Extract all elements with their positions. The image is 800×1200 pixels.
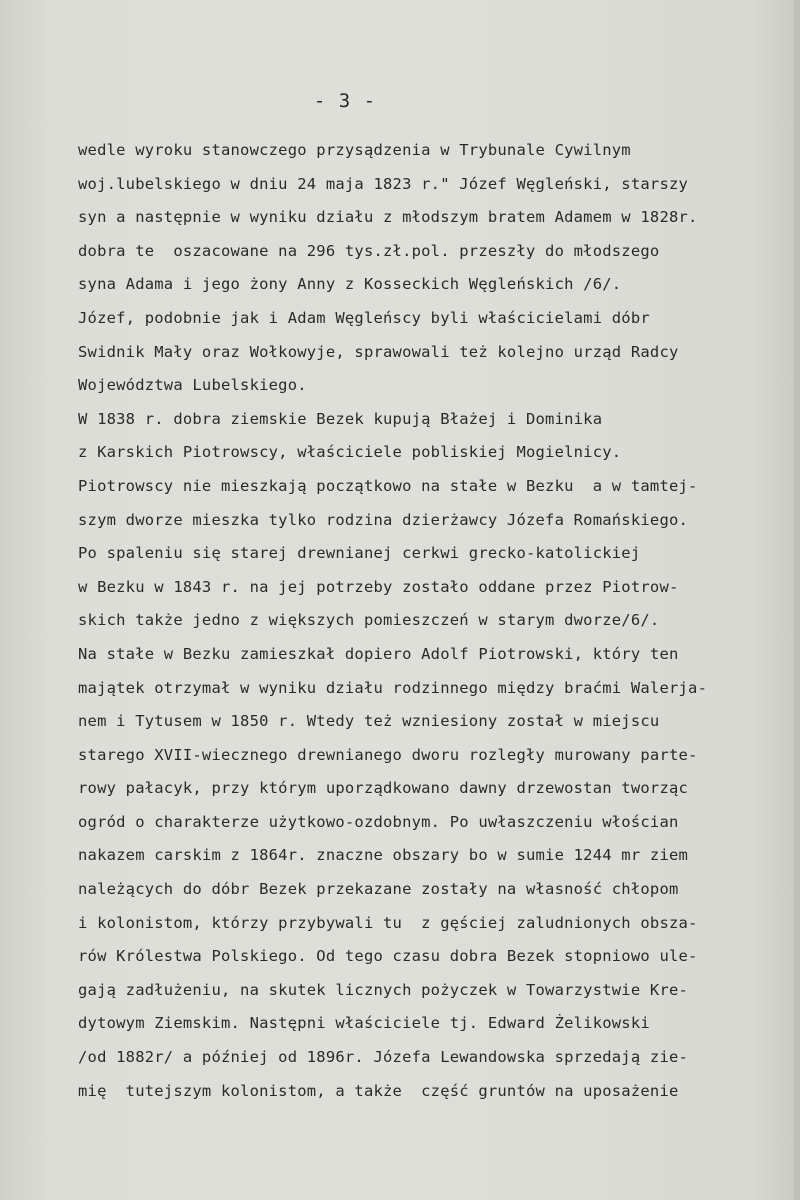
page-edge-shadow xyxy=(794,0,800,1200)
text-line: i kolonistom, którzy przybywali tu z gęściej zaludnionych obsza- xyxy=(78,913,698,932)
text-line: Na stałe w Bezku zamieszkał dopiero Adolf Piotrowski, który ten xyxy=(78,644,679,663)
text-line: wedle wyroku stanowczego przysądzenia w Trybunale Cywilnym xyxy=(78,141,631,159)
text-line: woj.lubelskiego w dniu 24 maja 1823 r." Józef Węgleński, starszy xyxy=(78,174,689,193)
text-line: ogród o charakterze użytkowo-ozdobnym. Po uwłaszczeniu włościan xyxy=(78,812,679,831)
page-number: - 3 - xyxy=(313,90,377,112)
text-line: dytowym Ziemskim. Następni właściciele tj. Edward Żelikowski xyxy=(78,1014,650,1033)
text-line: Piotrowscy nie mieszkają początkowo na stałe w Bezku a w tamtej- xyxy=(78,476,698,495)
text-line: skich także jedno z większych pomieszczeń w starym dworze/6/. xyxy=(78,611,660,630)
text-line: rowy pałacyk, przy którym uporządkowano dawny drzewostan tworząc xyxy=(78,779,689,798)
text-line: Józef, podobnie jak i Adam Węgleńscy byli właścicielami dóbr xyxy=(78,308,650,327)
text-line: syna Adama i jego żony Anny z Kosseckich Węgleńskich /6/. xyxy=(78,275,622,294)
text-line: gają zadłużeniu, na skutek licznych pożyczek w Towarzystwie Kre- xyxy=(78,980,689,999)
body-text xyxy=(78,134,790,1108)
text-line: W 1838 r. dobra ziemskie Bezek kupują Błażej i Dominika xyxy=(78,409,603,428)
text-line: starego XVII-wiecznego drewnianego dworu rozległy murowany parte- xyxy=(78,745,698,764)
text-line: z Karskich Piotrowscy, właściciele pobliskiej Mogielnicy. xyxy=(78,443,622,462)
text-line: syn a następnie w wyniku działu z młodszym bratem Adamem w 1828r. xyxy=(78,208,698,227)
text-line: należących do dóbr Bezek przekazane zostały na własność chłopom xyxy=(78,880,679,899)
text-line: nem i Tytusem w 1850 r. Wtedy też wzniesiony został w miejscu xyxy=(78,712,660,731)
text-line: Województwa Lubelskiego. xyxy=(78,376,307,395)
text-line: mię tutejszym kolonistom, a także część gruntów na uposażenie xyxy=(78,1081,679,1100)
text-line: nakazem carskim z 1864r. znaczne obszary bo w sumie 1244 mr ziem xyxy=(78,846,689,865)
text-line: dobra te oszacowane na 296 tys.zł.pol. przeszły do młodszego xyxy=(78,241,660,260)
text-line: /od 1882r/ a później od 1896r. Józefa Lewandowska sprzedają zie- xyxy=(78,1048,689,1067)
text-line: w Bezku w 1843 r. na jej potrzeby zostało oddane przez Piotrow- xyxy=(78,577,679,596)
text-line: Swidnik Mały oraz Wołkowyje, sprawowali też kolejno urząd Radcy xyxy=(78,342,679,361)
text-line: Po spaleniu się starej drewnianej cerkwi grecko-katolickiej xyxy=(78,544,641,563)
text-line: rów Królestwa Polskiego. Od tego czasu dobra Bezek stopniowo ule- xyxy=(78,947,698,966)
text-line: szym dworze mieszka tylko rodzina dzierżawcy Józefa Romańskiego. xyxy=(78,510,689,529)
text-line: majątek otrzymał w wyniku działu rodzinnego między braćmi Walerja- xyxy=(78,678,708,697)
